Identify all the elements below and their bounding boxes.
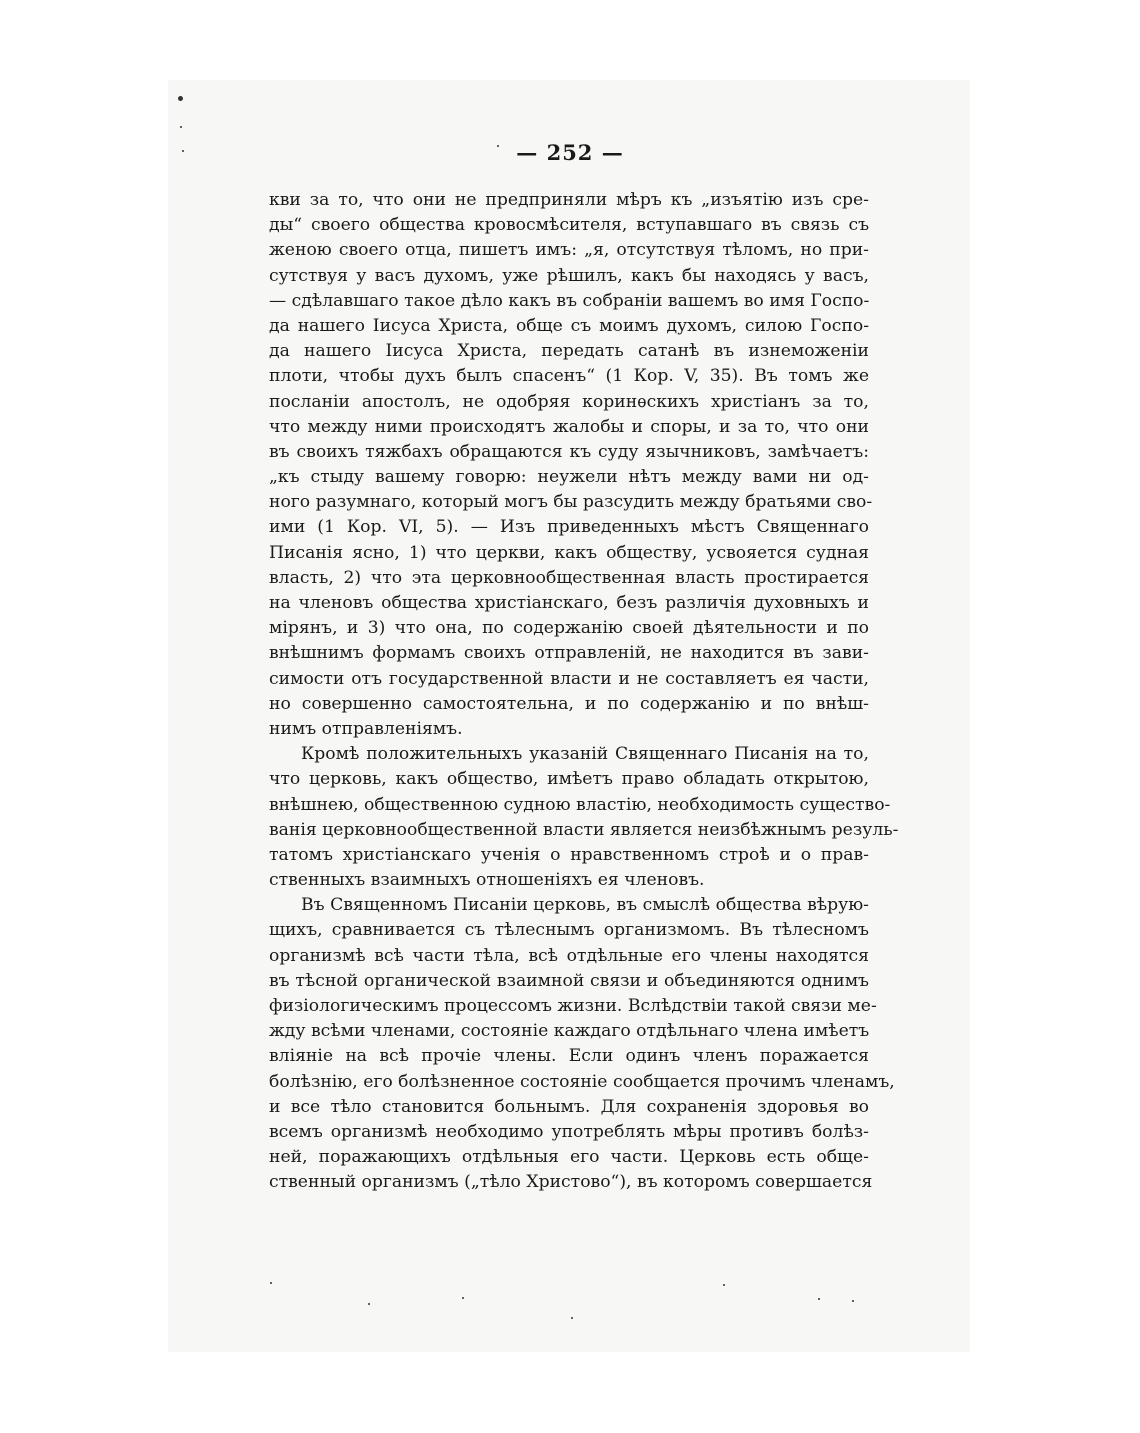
page-number: — 252 — <box>516 140 624 165</box>
text-line: въ тѣсной органической взаимной связи и объединяются однимъ <box>269 970 869 991</box>
text-line: да нашего Іисуса Христа, передать сатанѣ въ изнеможеніи <box>269 341 869 362</box>
scan-speck <box>818 1298 820 1300</box>
text-line: ного разумнаго, который могъ бы разсудить между братьями сво- <box>269 492 873 513</box>
paragraph <box>269 188 873 742</box>
text-line: да нашего Іисуса Христа, обще съ моимъ духомъ, силою Госпо- <box>269 315 869 336</box>
text-line: жду всѣми членами, состояніе каждаго отдѣльнаго члена имѣетъ <box>269 1021 870 1042</box>
text-line: симости отъ государственной власти и не составляетъ ея части, <box>269 668 869 689</box>
text-line: Кромѣ положительныхъ указаній Священнаго Писанія на то, <box>301 744 869 765</box>
text-line: физіологическимъ процессомъ жизни. Вслѣдствіи такой связи ме- <box>269 996 877 1016</box>
text-line: ней, поражающихъ отдѣльныя его части. Церковь есть обще- <box>269 1147 869 1168</box>
text-line: — сдѣлавшаго такое дѣло какъ въ собраніи вашемъ во имя Госпо- <box>269 290 870 311</box>
text-line: щихъ, сравнивается съ тѣлеснымъ организмомъ. Въ тѣлесномъ <box>269 920 869 941</box>
scan-speck <box>571 1317 573 1319</box>
text-line: Писанія ясно, 1) что церкви, какъ обществу, усвояется судная <box>269 542 869 563</box>
scan-speck <box>178 96 183 101</box>
scan-speck <box>723 1284 725 1286</box>
text-line: мірянъ, и 3) что она, по содержанію своей дѣятельности и по <box>269 618 869 639</box>
text-line: въ своихъ тяжбахъ обращаются къ суду язычниковъ, замѣчаетъ: <box>269 441 869 462</box>
text-line: сутствуя у васъ духомъ, уже рѣшилъ, какъ бы находясь у васъ, <box>269 265 869 286</box>
text-line: что между ними происходятъ жалобы и споры, и за то, что они <box>269 416 869 437</box>
text-line: ственный организмъ („тѣло Христово“), въ которомъ совершается <box>269 1172 873 1193</box>
text-line: внѣшнимъ формамъ своихъ отправленій, не находится въ зави- <box>269 643 869 664</box>
text-line: и все тѣло становится больнымъ. Для сохраненія здоровья во <box>269 1096 869 1117</box>
scan-speck <box>180 126 182 128</box>
scan-speck <box>368 1303 370 1305</box>
text-line: кви за то, что они не предприняли мѣръ къ „изъятію изъ сре- <box>269 190 869 210</box>
scan-speck <box>270 1282 272 1284</box>
text-line: женою своего отца, пишетъ имъ: „я, отсутствуя тѣломъ, но при- <box>269 240 869 261</box>
text-line: вліяніе на всѣ прочіе члены. Если одинъ членъ поражается <box>269 1046 869 1067</box>
text-line: власть, 2) что эта церковнообщественная власть простирается <box>269 567 869 588</box>
text-line: болѣзнію, его болѣзненное состояніе сообщается прочимъ членамъ, <box>269 1071 895 1092</box>
scan-speck <box>462 1297 464 1299</box>
text-line: посланіи апостолъ, не одобряя коринѳскихъ христіанъ за то, <box>269 391 869 412</box>
text-line: ими (1 Кор. VI, 5). — Изъ приведенныхъ мѣстъ Священнаго <box>269 517 869 538</box>
text-line: организмѣ всѣ части тѣла, всѣ отдѣльные его члены находятся <box>269 945 869 966</box>
text-line: плоти, чтобы духъ былъ спасенъ“ (1 Кор. V, 35). Въ томъ же <box>269 366 869 387</box>
text-line: Въ Священномъ Писаніи церковь, въ смыслѣ общества вѣрую- <box>301 895 869 916</box>
text-line: ственныхъ взаимныхъ отношеніяхъ ея членовъ. <box>269 870 705 891</box>
text-line: нимъ отправленіямъ. <box>269 718 463 739</box>
scan-speck <box>852 1300 854 1302</box>
text-line: ды“ своего общества кровосмѣсителя, вступавшаго въ связь съ <box>269 215 869 236</box>
text-line: но совершенно самостоятельна, и по содержанію и по внѣш- <box>269 693 869 714</box>
text-line: татомъ христіанскаго ученія о нравственномъ строѣ и о прав- <box>269 844 869 865</box>
text-line: всемъ организмѣ необходимо употреблять мѣры противъ болѣз- <box>269 1121 869 1142</box>
text-line: внѣшнею, общественною судною властію, необходимость существо- <box>269 794 891 815</box>
text-line: что церковь, какъ общество, имѣетъ право обладать открытою, <box>269 769 869 790</box>
paragraph <box>269 742 899 893</box>
text-line: „къ стыду вашему говорю: неужели нѣтъ между вами ни од- <box>269 467 869 488</box>
body-text <box>269 188 899 1196</box>
text-line: на членовъ общества христіанскаго, безъ различія духовныхъ и <box>269 593 869 613</box>
paragraph <box>269 893 895 1195</box>
text-line: ванія церковнообщественной власти является неизбѣжнымъ резуль- <box>269 819 899 840</box>
